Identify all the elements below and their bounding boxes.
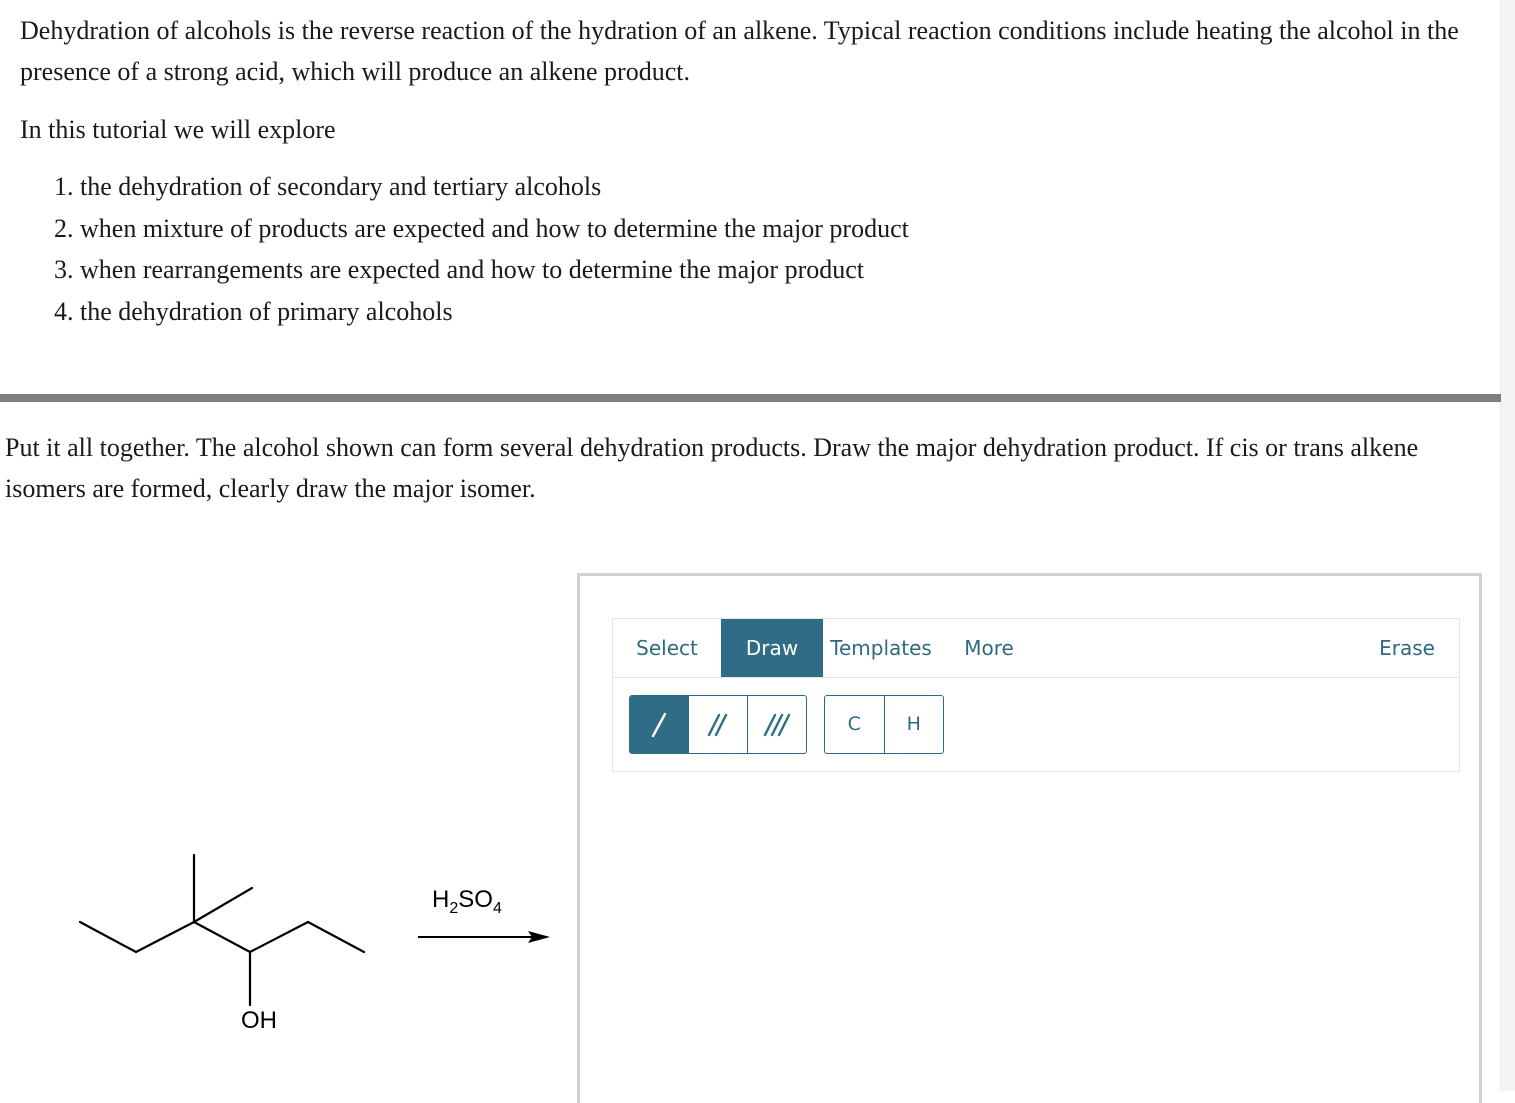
list-item: 1. the dehydration of secondary and tertiary alcohols [54, 172, 602, 201]
reagent-label [432, 886, 502, 917]
topic-list [54, 166, 909, 332]
single-bond-button[interactable] [630, 696, 688, 753]
list-item: 4. the dehydration of primary alcohols [54, 296, 453, 326]
reagent-so: SO [458, 886, 493, 913]
triple-bond-button[interactable] [747, 696, 806, 753]
tab-more[interactable]: More [964, 636, 1014, 660]
atom-hydrogen-button[interactable]: H [884, 696, 944, 753]
reagent-subscript-4: 4 [492, 900, 502, 917]
reaction-scheme [70, 845, 590, 1055]
erase-button[interactable]: Erase [1379, 636, 1435, 660]
atom-carbon-button[interactable]: C [847, 713, 861, 735]
molecule-sketcher[interactable] [577, 573, 1482, 1103]
single-bond-icon [647, 711, 671, 739]
alcohol-structure [80, 855, 364, 1005]
question-text: Put it all together. The alcohol shown can form several dehydration products. Draw the major dehydration product. If cis or trans alkene isomers are formed, clearly draw the major isomer. [5, 433, 1419, 503]
bond-tool-group [629, 695, 807, 754]
list-item: 3. when rearrangements are expected and how to determine the major product [54, 255, 864, 284]
bond [136, 922, 194, 952]
explore-heading: In this tutorial we will explore [20, 115, 336, 144]
double-bond-icon [704, 711, 732, 739]
bond [80, 922, 136, 952]
bond [194, 922, 250, 952]
list-item: 2. when mixture of products are expected and how to determine the major product [54, 213, 909, 243]
reagent-h: H [432, 886, 450, 913]
draw-tools-panel [612, 678, 1460, 772]
hydroxyl-label: OH [241, 1007, 277, 1034]
section-divider [0, 394, 1501, 402]
bond [250, 922, 308, 952]
sketcher-toolbar [612, 618, 1460, 678]
tab-templates[interactable]: Templates [830, 636, 932, 660]
intro-paragraph: Dehydration of alcohols is the reverse reaction of the hydration of an alkene. Typical reaction conditions include heating the alcohol in the presence of a strong acid, which will produce an alkene product. [20, 16, 1459, 86]
tab-select[interactable]: Select [636, 636, 698, 660]
atom-tool-group [824, 695, 944, 754]
bond [194, 888, 252, 922]
tab-draw[interactable]: Draw [721, 619, 823, 677]
triple-bond-icon [761, 711, 793, 739]
reagent-subscript-2: 2 [449, 900, 459, 917]
bond [308, 922, 364, 952]
double-bond-button[interactable] [688, 696, 747, 753]
scrollbar-track[interactable] [1500, 0, 1515, 1091]
